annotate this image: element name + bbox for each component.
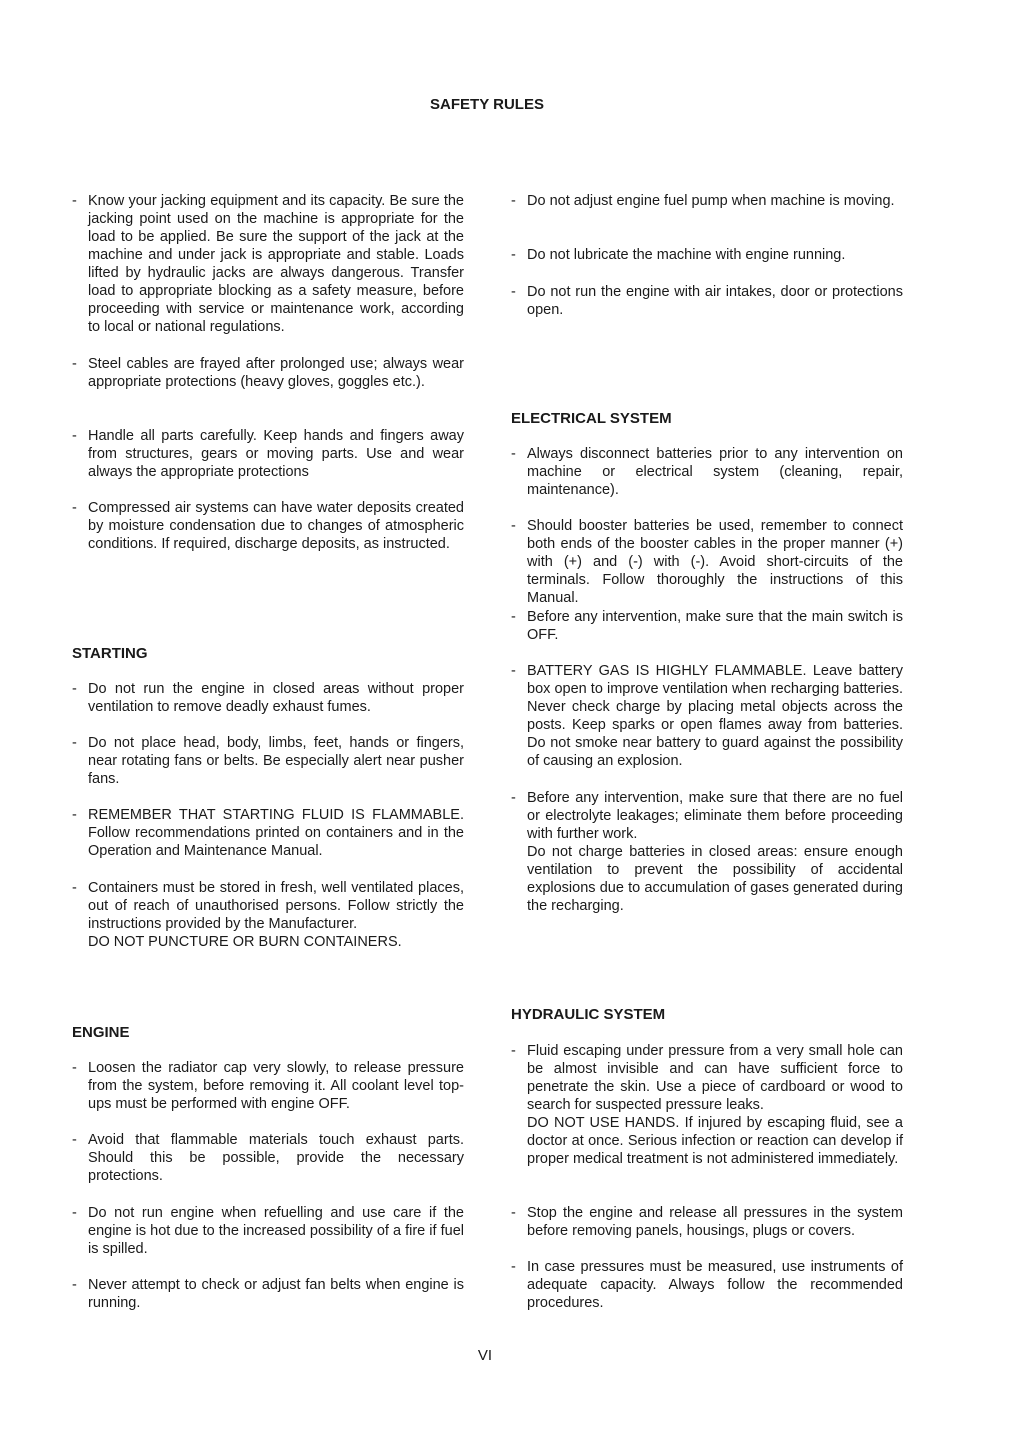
list-item: - Steel cables are frayed after prolonged use; always wear appropriate protections (heavy gloves, goggles etc.). <box>72 356 464 390</box>
list-item: - Know your jacking equipment and its capacity. Be sure the jacking point used on the machine is appropriate for the load to be applied. Be sure the support of the jack at the machine and under jack is appropriate and stable. Loads lifted by hydraulic jacks are always dangerous. Transfer load to appropriate blocking as a safety measure, before proceeding with service or maintenance work, according to local or national regulations. <box>72 193 464 335</box>
section-heading-starting: STARTING <box>72 645 148 662</box>
list-item: - BATTERY GAS IS HIGHLY FLAMMABLE. Leave battery box open to improve ventilation when recharging batteries. Never check charge by placing metal objects across the posts. Keep sparks or open flames away from batteries. Do not smoke near battery to guard against the possibility of causing an explosion. <box>511 663 903 769</box>
list-item: - In case pressures must be measured, use instruments of adequate capacity. Always follow the recommended procedures. <box>511 1259 903 1311</box>
list-item: - Before any intervention, make sure that there are no fuel or electrolyte leakages; eliminate them before proceeding with further work. Do not charge batteries in closed areas: ensure enough ventilation to prevent the possibility of accidental explosions due to accumulation of gases generated during the recharging. <box>511 790 903 914</box>
list-item: - REMEMBER THAT STARTING FLUID IS FLAMMABLE. Follow recommendations printed on containers and in the Operation and Maintenance Manual. <box>72 807 464 859</box>
left-column <box>72 0 464 1449</box>
list-item: - Stop the engine and release all pressures in the system before removing panels, housings, plugs or covers. <box>511 1205 903 1239</box>
page-number: VI <box>477 1347 493 1364</box>
section-heading-hydraulic: HYDRAULIC SYSTEM <box>511 1006 666 1023</box>
list-item: - Never attempt to check or adjust fan belts when engine is running. <box>72 1277 464 1311</box>
list-item: - Before any intervention, make sure that the main switch is OFF. <box>511 609 903 643</box>
section-heading-electrical: ELECTRICAL SYSTEM <box>511 410 672 427</box>
page-title: SAFETY RULES <box>430 96 544 113</box>
list-item: - Do not run the engine with air intakes, door or protections open. <box>511 284 903 318</box>
list-item: - Should booster batteries be used, remember to connect both ends of the booster cables in the proper manner (+) with (+) and (-) with (-). Avoid short-circuits of the terminals. Follow thoroughly the instructions of this Manual. <box>511 518 903 606</box>
list-item: - Do not run the engine in closed areas without proper ventilation to remove deadly exhaust fumes. <box>72 681 464 715</box>
list-item: - Do not lubricate the machine with engine running. <box>511 247 846 263</box>
list-item: - Do not place head, body, limbs, feet, hands or fingers, near rotating fans or belts. Be especially alert near pusher fans. <box>72 735 464 787</box>
list-item: - Containers must be stored in fresh, well ventilated places, out of reach of unauthorised persons. Follow strictly the instructions provided by the Manufacturer. DO NOT PUNCTURE OR BURN CONTAINERS. <box>72 880 464 950</box>
list-item: - Handle all parts carefully. Keep hands and fingers away from structures, gears or moving parts. Use and wear always the appropriate protections <box>72 428 464 480</box>
list-item: - Fluid escaping under pressure from a very small hole can be almost invisible and can have sufficient force to penetrate the skin. Use a piece of cardboard or wood to search for suspected pressure leaks. DO NOT USE HANDS. If injured by escaping fluid, see a doctor at once. Serious infection or reaction can develop if proper medical treatment is not administered immediately. <box>511 1043 903 1167</box>
list-item: - Always disconnect batteries prior to any intervention on machine or electrical system (cleaning, repair, maintenance). <box>511 446 903 498</box>
list-item: - Avoid that flammable materials touch exhaust parts. Should this be possible, provide the necessary protections. <box>72 1132 464 1184</box>
list-item: - Do not adjust engine fuel pump when machine is moving. <box>511 193 895 209</box>
list-item: - Loosen the radiator cap very slowly, to release pressure from the system, before removing it. All coolant level top-ups must be performed with engine OFF. <box>72 1060 464 1112</box>
right-column <box>511 0 903 1449</box>
section-heading-engine: ENGINE <box>72 1024 130 1041</box>
list-item: - Do not run engine when refuelling and use care if the engine is hot due to the increased possibility of a fire if fuel is spilled. <box>72 1205 464 1257</box>
list-item: - Compressed air systems can have water deposits created by moisture condensation due to changes of atmospheric conditions. If required, discharge deposits, as instructed. <box>72 500 464 552</box>
